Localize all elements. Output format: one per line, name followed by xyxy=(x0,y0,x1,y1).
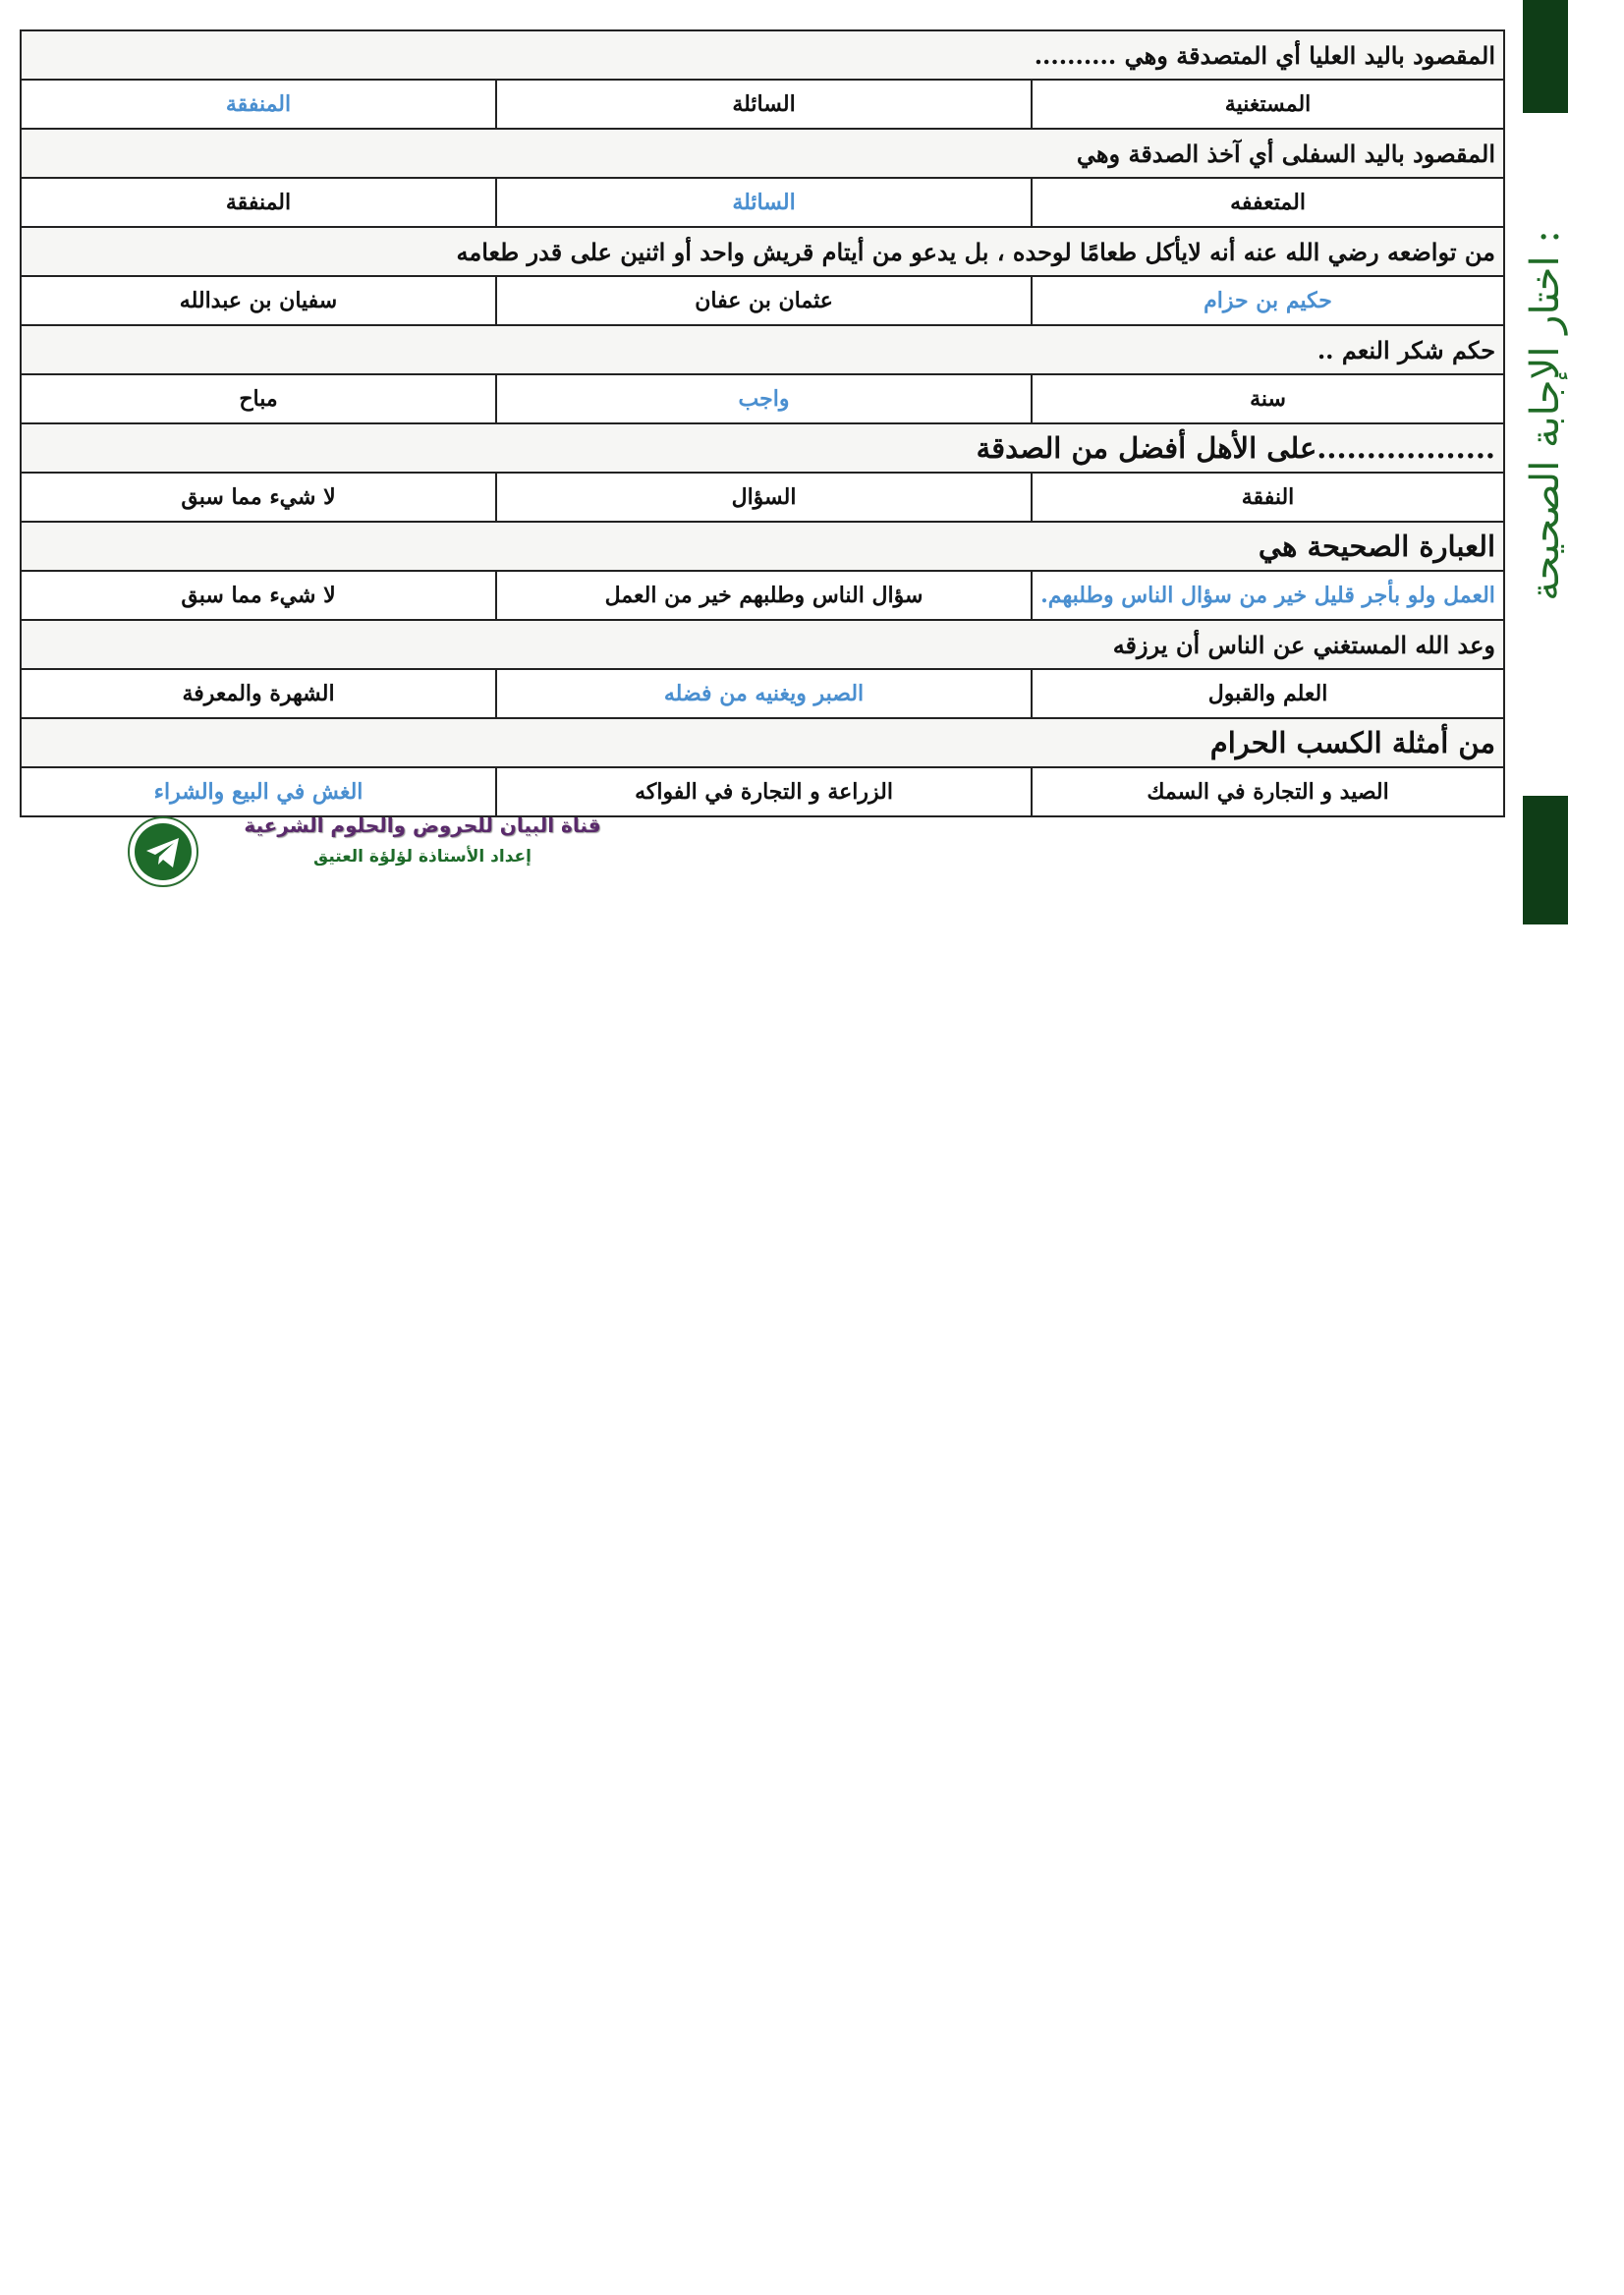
answer-option[interactable]: عثمان بن عفان xyxy=(496,276,1032,325)
question-row xyxy=(21,423,1504,473)
question-text: من أمثلة الكسب الحرام xyxy=(21,718,1504,767)
answer-option-correct[interactable]: حكيم بن حزام xyxy=(1032,276,1504,325)
answer-option-correct[interactable]: المنفقة xyxy=(21,80,496,129)
answer-option[interactable]: سفيان بن عبدالله xyxy=(21,276,496,325)
question-text: حكم شكر النعم .. xyxy=(21,325,1504,374)
answer-option-correct[interactable]: واجب xyxy=(496,374,1032,423)
answer-option[interactable]: الزراعة و التجارة في الفواكه xyxy=(496,767,1032,816)
question-text: ..................على الأهل أفضل من الصدقة xyxy=(21,423,1504,473)
answer-option[interactable]: لا شيء مما سبق xyxy=(21,473,496,522)
question-row xyxy=(21,718,1504,767)
answer-option-correct[interactable]: الصبر ويغنيه من فضله xyxy=(496,669,1032,718)
side-title xyxy=(1521,133,1570,698)
telegram-icon[interactable] xyxy=(128,816,198,887)
question-row xyxy=(21,227,1504,276)
answer-option[interactable]: النفقة xyxy=(1032,473,1504,522)
telegram-icon-graphic xyxy=(134,822,193,881)
answer-option[interactable]: المنفقة xyxy=(21,178,496,227)
question-row xyxy=(21,129,1504,178)
answer-option-correct[interactable]: العمل ولو بأجر قليل خير من سؤال الناس وطلبهم. xyxy=(1032,571,1504,620)
quiz-table xyxy=(20,29,1505,817)
answer-option[interactable]: الصيد و التجارة في السمك xyxy=(1032,767,1504,816)
side-bar-top xyxy=(1523,0,1568,113)
answer-row xyxy=(21,178,1504,227)
answer-option-correct[interactable]: الغش في البيع والشراء xyxy=(21,767,496,816)
question-row xyxy=(21,30,1504,80)
question-text: المقصود باليد العليا أي المتصدقة وهي .......... xyxy=(21,30,1504,80)
answer-row xyxy=(21,571,1504,620)
answer-row xyxy=(21,767,1504,816)
answer-row xyxy=(21,374,1504,423)
answer-option[interactable]: المستغنية xyxy=(1032,80,1504,129)
footer-text xyxy=(216,813,629,867)
answer-row xyxy=(21,80,1504,129)
answer-row xyxy=(21,473,1504,522)
answer-option-correct[interactable]: السائلة xyxy=(496,178,1032,227)
question-text: وعد الله المستغني عن الناس أن يرزقه xyxy=(21,620,1504,669)
question-row xyxy=(21,522,1504,571)
answer-option[interactable]: مباح xyxy=(21,374,496,423)
answer-option[interactable]: الشهرة والمعرفة xyxy=(21,669,496,718)
question-row xyxy=(21,325,1504,374)
answer-option[interactable]: لا شيء مما سبق xyxy=(21,571,496,620)
channel-name: قناة البيان للحروض والحلوم الشرعية xyxy=(244,813,601,837)
answer-option[interactable]: سؤال الناس وطلبهم خير من العمل xyxy=(496,571,1032,620)
question-text: العبارة الصحيحة هي xyxy=(21,522,1504,571)
footer xyxy=(128,813,629,892)
answer-option[interactable]: المتعففه xyxy=(1032,178,1504,227)
answer-row xyxy=(21,669,1504,718)
answer-option[interactable]: العلم والقبول xyxy=(1032,669,1504,718)
answer-row xyxy=(21,276,1504,325)
side-title-text: اختار الإجابة الصحيحة : xyxy=(1523,229,1569,601)
question-text: المقصود باليد السفلى أي آخذ الصدقة وهي xyxy=(21,129,1504,178)
question-row xyxy=(21,620,1504,669)
prepared-by: إعداد الأستاذة لؤلؤة العتيق xyxy=(313,847,532,867)
side-bar-bottom xyxy=(1523,796,1568,924)
answer-option[interactable]: سنة xyxy=(1032,374,1504,423)
answer-option[interactable]: السائلة xyxy=(496,80,1032,129)
question-text: من تواضعه رضي الله عنه أنه لايأكل طعامًا لوحده ، بل يدعو من أيتام قريش واحد أو اثنين على قدر طعامه xyxy=(21,227,1504,276)
answer-option[interactable]: السؤال xyxy=(496,473,1032,522)
